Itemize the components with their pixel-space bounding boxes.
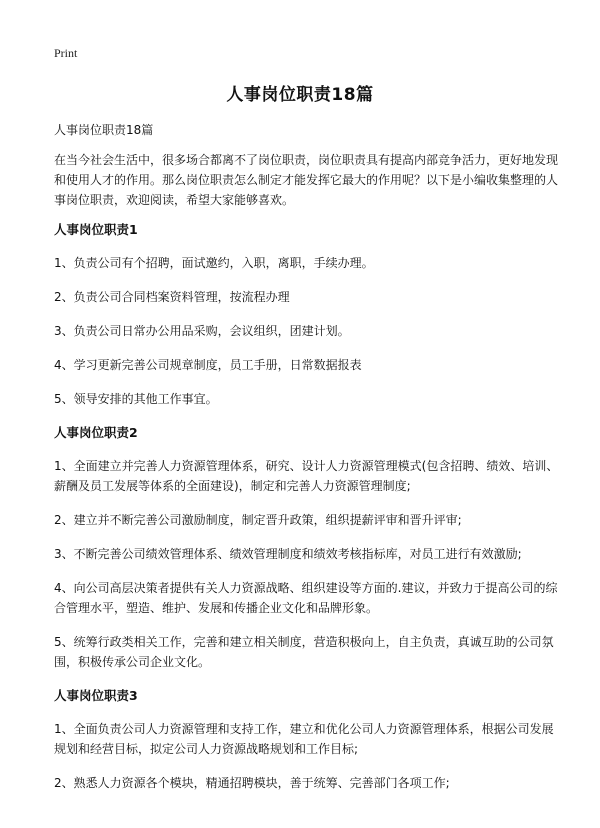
list-item: 4、向公司高层决策者提供有关人力资源战略、组织建设等方面的.建议，并致力于提高公司的综合管理水平，塑造、维护、发展和传播企业文化和品牌形象。 bbox=[54, 581, 558, 615]
page-title: 人事岗位职责18篇 bbox=[226, 85, 374, 105]
list-item: 2、建立并不断完善公司激励制度，制定晋升政策，组织提薪评审和晋升评审; bbox=[54, 513, 462, 527]
section-heading: 人事岗位职责1 bbox=[54, 222, 138, 237]
list-item: 1、负责公司有个招聘，面试邀约，入职，离职，手续办理。 bbox=[54, 256, 374, 270]
list-item: 1、全面建立并完善人力资源管理体系，研究、设计人力资源管理模式(包含招聘、绩效、培训、薪酬及员工发展等体系的全面建设)，制定和完善人力资源管理制度; bbox=[54, 459, 559, 493]
list-item: 4、学习更新完善公司规章制度，员工手册，日常数据报表 bbox=[54, 358, 362, 372]
list-item: 3、负责公司日常办公用品采购，会议组织，团建计划。 bbox=[54, 324, 350, 338]
section-1 bbox=[54, 220, 560, 409]
print-label[interactable]: Print bbox=[54, 46, 78, 60]
document-body bbox=[54, 120, 560, 807]
list-item: 1、全面负责公司人力资源管理和支持工作，建立和优化公司人力资源管理体系，根据公司发展规划和经营目标，拟定公司人力资源战略规划和工作目标; bbox=[54, 722, 554, 756]
intro-paragraph: 在当今社会生活中，很多场合都离不了岗位职责，岗位职责具有提高内部竞争活力，更好地发现和使用人才的作用。那么岗位职责怎么制定才能发挥它最大的作用呢？以下是小编收集整理的人事岗位职责，欢迎阅读，希望大家能够喜欢。 bbox=[54, 153, 559, 207]
list-item: 3、不断完善公司绩效管理体系、绩效管理制度和绩效考核指标库，对员工进行有效激励; bbox=[54, 547, 522, 561]
list-item: 2、熟悉人力资源各个模块，精通招聘模块，善于统筹、完善部门各项工作; bbox=[54, 776, 450, 790]
document-subtitle: 人事岗位职责18篇 bbox=[54, 123, 154, 137]
section-heading: 人事岗位职责3 bbox=[54, 688, 138, 703]
section-heading: 人事岗位职责2 bbox=[54, 425, 138, 440]
list-item: 2、负责公司合同档案资料管理，按流程办理 bbox=[54, 290, 290, 304]
section-2 bbox=[54, 423, 560, 672]
section-3 bbox=[54, 686, 560, 793]
list-item: 5、领导安排的其他工作事宜。 bbox=[54, 392, 218, 406]
list-item: 5、统筹行政类相关工作，完善和建立相关制度，营造积极向上，自主负责，真诚互助的公司氛围，积极传承公司企业文化。 bbox=[54, 635, 554, 669]
